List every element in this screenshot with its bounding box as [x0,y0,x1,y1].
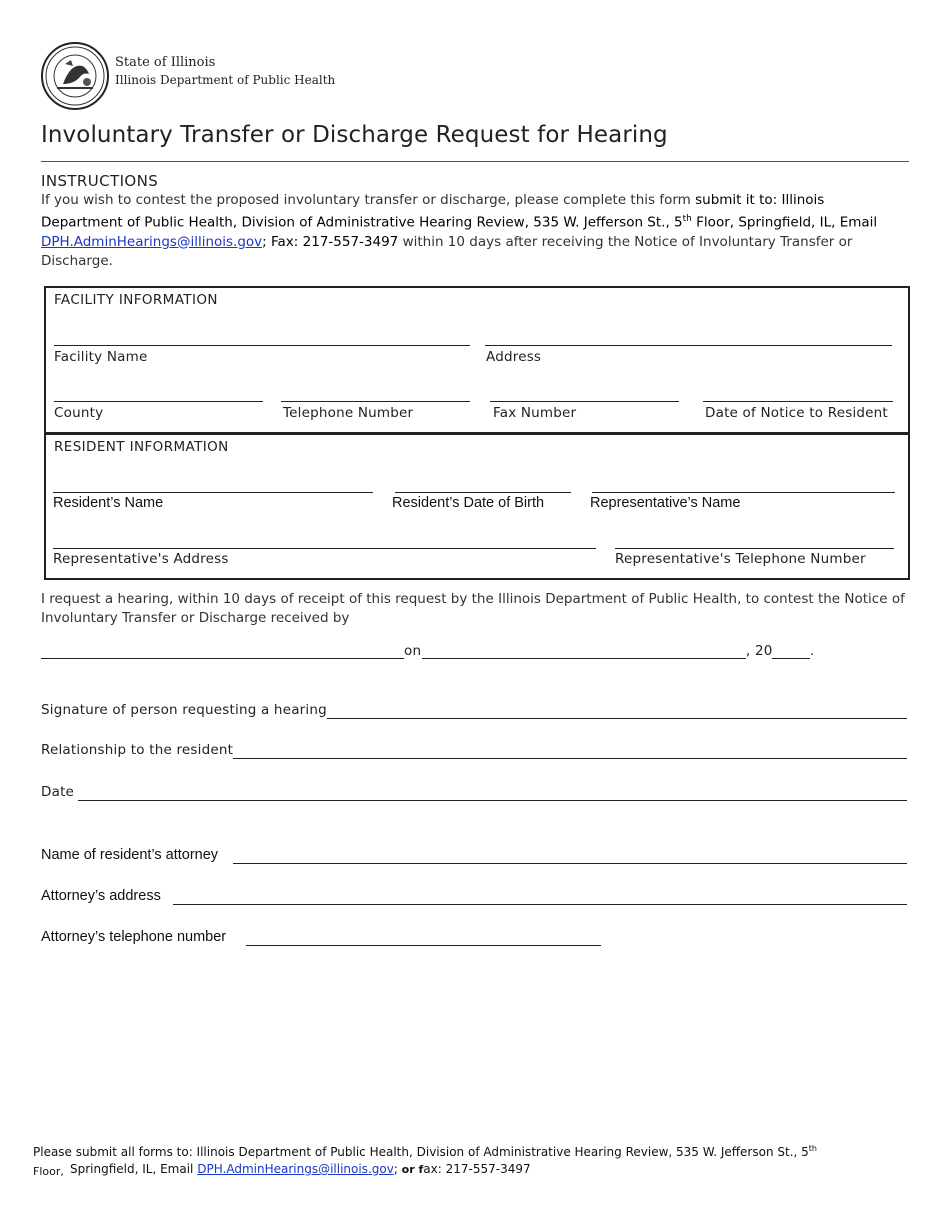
facility-information-box [44,286,910,435]
footer-separator: ; [393,1162,402,1176]
county-field[interactable] [54,401,263,402]
instructions-email-link[interactable]: DPH.AdminHearings@illinois.gov [41,233,263,250]
year-prefix-label: , 20 [746,643,773,659]
facility-fax-label: Fax Number [493,405,577,421]
representative-name-field[interactable] [592,492,895,493]
facility-address-field[interactable] [485,345,892,346]
received-date-field[interactable] [422,658,746,659]
footer-line-1 [33,1144,817,1159]
resident-dob-label: Resident’s Date of Birth [392,495,545,511]
attorney-address-field[interactable] [173,904,907,905]
on-label: on [404,643,422,659]
attorney-phone-label: Attorney’s telephone number [41,929,227,945]
resident-name-field[interactable] [53,492,373,493]
instructions-submit-to: submit it to: Illinois Department of Public Health, Division of Administrative Hearing Review, 535 W. Jefferson St., 5 [41,192,825,231]
representative-phone-label: Representative's Telephone Number [615,551,866,567]
county-label: County [54,405,104,421]
representative-name-label: Representative’s Name [590,495,741,511]
footer-fax: ax: 217-557-3497 [423,1162,531,1176]
page-title: Involuntary Transfer or Discharge Request for Hearing [41,122,668,148]
attorney-address-label: Attorney’s address [41,888,161,904]
footer-sup: th [808,1144,817,1153]
resident-heading: RESIDENT INFORMATION [54,439,229,455]
relationship-field[interactable] [233,758,907,759]
representative-address-field[interactable] [53,548,596,549]
received-by-field[interactable] [41,658,404,659]
facility-telephone-field[interactable] [281,401,470,402]
illinois-seal-logo [41,42,109,110]
department-name: Illinois Department of Public Health [115,73,336,87]
instructions-intro: If you wish to contest the proposed involuntary transfer or discharge, please complete this form [41,192,696,208]
signature-label: Signature of person requesting a hearing [41,702,327,718]
date-label: Date [41,784,75,800]
instructions-city: Floor, Springfield, IL, Email [691,214,878,231]
footer-city: Springfield, IL, Email [70,1162,198,1176]
representative-address-label: Representative's Address [53,551,229,567]
facility-address-label: Address [486,349,542,365]
facility-name-label: Facility Name [54,349,148,365]
instructions-fax: ; Fax: 217-557-3497 [262,233,399,250]
footer-line-2 [70,1162,531,1176]
facility-heading: FACILITY INFORMATION [54,292,218,308]
instructions-heading: INSTRUCTIONS [41,172,159,190]
facility-telephone-label: Telephone Number [283,405,414,421]
relationship-label: Relationship to the resident [41,742,234,758]
representative-phone-field[interactable] [615,548,894,549]
attorney-name-label: Name of resident’s attorney [41,847,219,863]
facility-name-field[interactable] [54,345,470,346]
signature-field[interactable] [327,718,907,719]
facility-fax-field[interactable] [490,401,679,402]
notice-date-label: Date of Notice to Resident [705,405,888,421]
instructions-sup: th [682,214,692,224]
footer-email-link[interactable]: DPH.AdminHearings@illinois.gov [197,1162,394,1176]
resident-dob-field[interactable] [395,492,571,493]
state-name: State of Illinois [115,55,216,70]
instructions-deadline: within 10 days after receiving the Notice of Involuntary Transfer or Discharge. [41,233,853,269]
resident-information-box [44,432,910,580]
resident-name-label: Resident’s Name [53,495,164,511]
title-divider [41,161,909,162]
attorney-phone-field[interactable] [246,945,601,946]
year-period: . [810,643,815,659]
notice-date-field[interactable] [703,401,893,402]
instructions-text [41,191,901,271]
date-field[interactable] [78,800,907,801]
request-statement: I request a hearing, within 10 days of receipt of this request by the Illinois Department of Public Health, to contest the Notice of Involuntary Transfer or Discharge received by [41,591,905,626]
footer-floor: Floor, [33,1165,64,1178]
footer-submit-text: Please submit all forms to: Illinois Department of Public Health, Division of Administrative Hearing Review, 535 W. Jefferson St., 5 [33,1145,809,1159]
year-field[interactable] [772,658,810,659]
footer-or-f: or f [401,1163,424,1176]
attorney-name-field[interactable] [233,863,907,864]
